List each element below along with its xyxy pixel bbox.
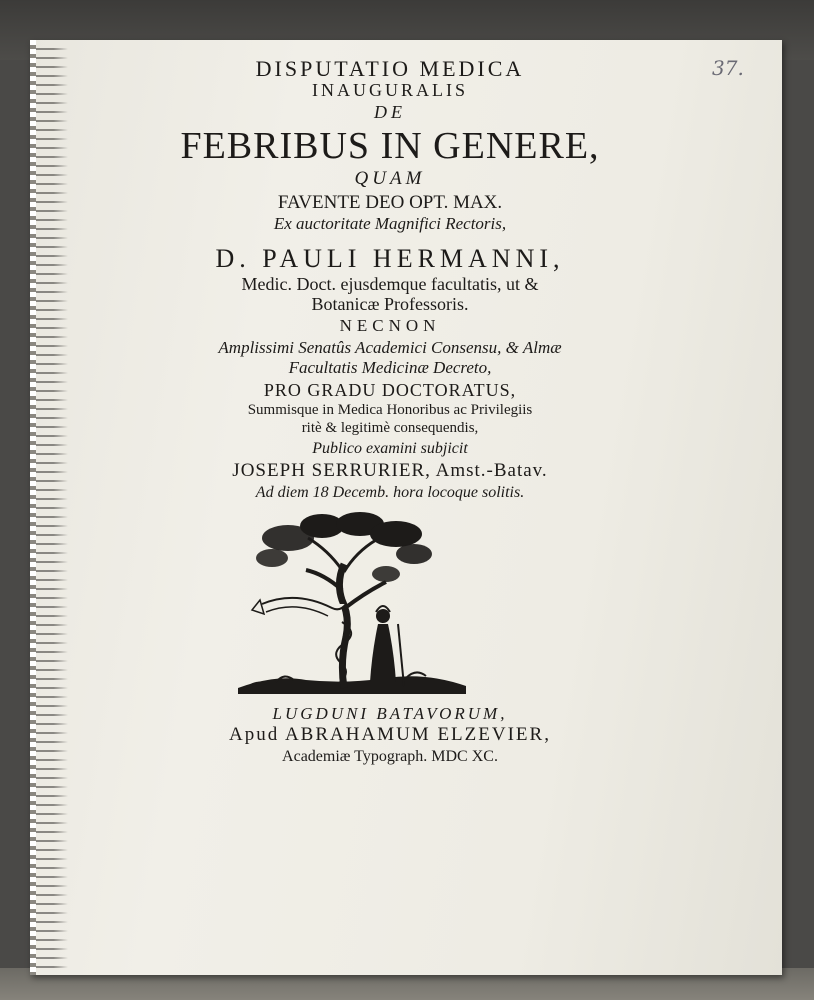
publico-line: Publico examini subjicit [312, 440, 468, 457]
printers-device-engraving [236, 512, 468, 698]
rector-name: D. PAULI HERMANNI, [215, 244, 565, 273]
rite-line: ritè & legitimè consequendis, [301, 420, 479, 436]
imprint-typograph: Academiæ Typograph. MDC XC. [282, 748, 498, 765]
title-quam: QUAM [354, 168, 426, 189]
binding-stitching [32, 44, 68, 969]
summisque-line: Summisque in Medica Honoribus ac Privilegiis [247, 402, 533, 418]
title-inauguralis: INAUGURALIS [312, 80, 468, 100]
title-de: DE [374, 102, 406, 122]
binding-edge [30, 40, 36, 975]
title-disputatio: DISPUTATIO MEDICA [255, 56, 525, 81]
date-line: Ad diem 18 Decemb. hora locoque solitis. [255, 484, 525, 501]
senate-line-1: Amplissimi Senatûs Academici Consensu, & Almæ [218, 338, 562, 357]
imprint-place: LUGDUNI BATAVORUM, [272, 704, 508, 723]
senate-line-2: Facultatis Medicinæ Decreto, [288, 358, 492, 377]
necnon: NECNON [339, 316, 441, 335]
auctoritate-line: Ex auctoritate Magnifici Rectoris, [273, 214, 507, 233]
imprint-printer: Apud ABRAHAMUM ELZEVIER, [229, 724, 551, 745]
folio-number: 37. [712, 56, 744, 80]
favente-line: FAVENTE DEO OPT. MAX. [277, 192, 503, 213]
pro-gradu: PRO GRADU DOCTORATUS, [263, 380, 517, 400]
title-subject: FEBRIBUS IN GENERE, [180, 125, 600, 167]
candidate-name: JOSEPH SERRURIER, Amst.-Batav. [232, 460, 548, 481]
rector-title-1: Medic. Doct. ejusdemque facultatis, ut & [241, 274, 539, 294]
rector-title-2: Botanicæ Professoris. [311, 294, 469, 314]
